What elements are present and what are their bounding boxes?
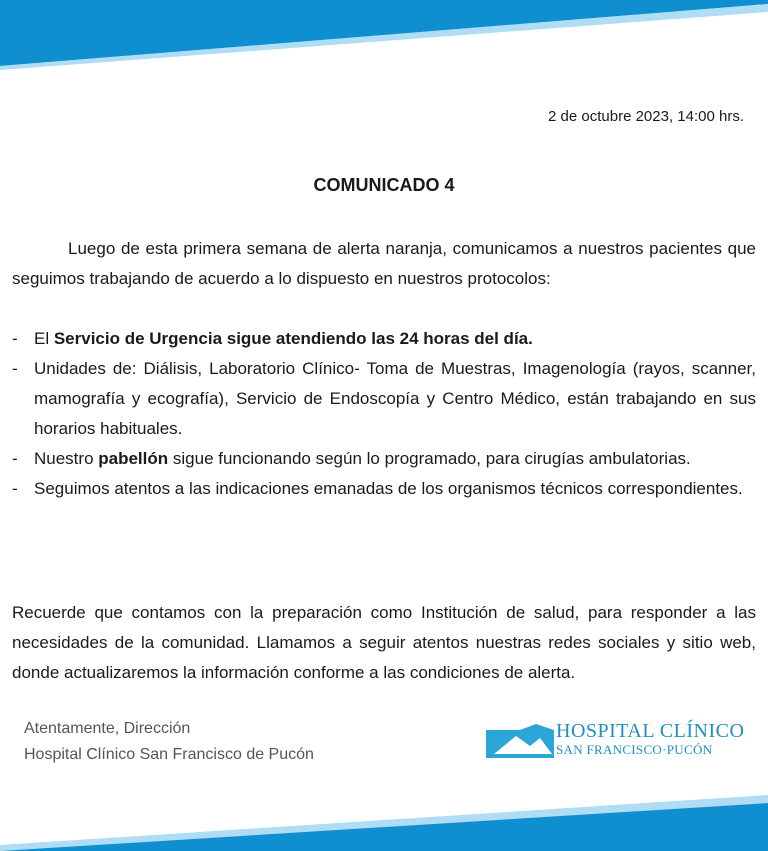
list-item-prefix: El	[34, 329, 54, 348]
signature-line: Atentamente, Dirección	[24, 720, 191, 737]
logo-location: SAN FRANCISCO·PUCÓN	[556, 742, 713, 757]
top-decorative-band	[0, 0, 768, 70]
document-date: 2 de octubre 2023, 14:00 hrs.	[548, 108, 744, 125]
list-item-bold: pabellón	[98, 449, 169, 468]
document-title: COMUNICADO 4	[313, 175, 455, 195]
list-item-bold: Servicio de Urgencia sigue atendiendo las 24 horas del día.	[53, 329, 533, 348]
list-dash: -	[12, 479, 18, 498]
list-item	[12, 444, 756, 474]
list-item-suffix: sigue funcionando según lo programado, para cirugías ambulatorias.	[168, 449, 691, 468]
signature-block	[24, 716, 314, 768]
logo-name: HOSPITAL CLÍNICO	[556, 720, 745, 742]
list-item-text: Unidades de: Diálisis, Laboratorio Clínico- Toma de Muestras, Imagenología (rayos, scanner, mamografía y ecografía), Servicio de Endoscopía y Centro Médico, están trabajando en sus horarios habituales.	[34, 359, 756, 438]
list-dash: -	[12, 329, 18, 348]
signature-institution: Hospital Clínico San Francisco de Pucón	[24, 746, 314, 763]
list-item-prefix: Nuestro	[34, 449, 99, 468]
list-dash: -	[12, 449, 18, 468]
list-dash: -	[12, 359, 18, 378]
list-item-text: Seguimos atentos a las indicaciones emanadas de los organismos técnicos correspondientes.	[34, 479, 743, 498]
closing-paragraph: Recuerde que contamos con la preparación como Institución de salud, para responder a las necesidades de la comunidad. Llamamos a seguir atentos nuestras redes sociales y sitio web, donde actualizaremos la información conforme a las condiciones de alerta.	[12, 603, 756, 682]
intro-paragraph: Luego de esta primera semana de alerta naranja, comunicamos a nuestros pacientes que seguimos trabajando de acuerdo a lo dispuesto en nuestros protocolos:	[12, 239, 756, 288]
list-item	[12, 354, 756, 444]
list-item	[12, 324, 756, 354]
hospital-logo	[486, 720, 748, 762]
status-list	[12, 324, 756, 504]
mountain-logo-icon	[486, 724, 554, 758]
bottom-decorative-band	[0, 781, 768, 851]
list-item	[12, 474, 756, 504]
